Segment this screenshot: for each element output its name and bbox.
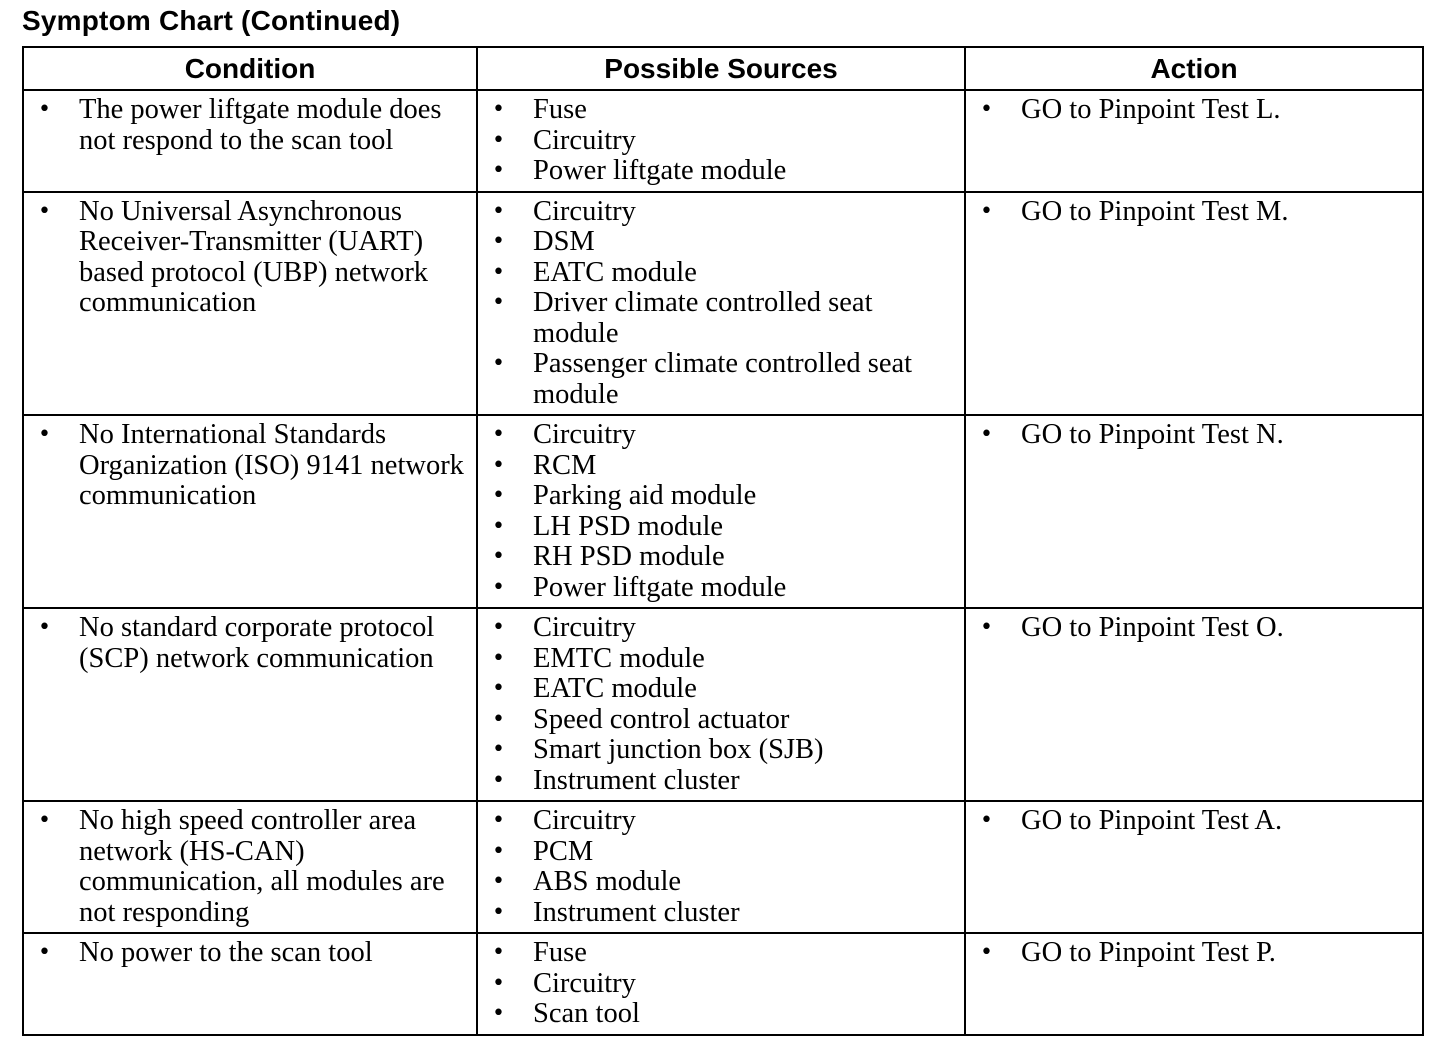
action-cell [965,192,1423,416]
condition-cell [23,192,477,416]
source-item: DSM [533,226,595,257]
bullet-icon: • [492,544,505,569]
source-item: Driver climate controlled seat module [533,287,873,349]
bullet-icon: • [492,1001,505,1026]
bullet-icon: • [492,422,505,447]
source-item: ABS module [533,866,682,897]
bullet-icon: • [38,940,51,965]
action-cell [965,801,1423,933]
source-item: Speed control actuator [533,703,790,735]
bullet-icon: • [492,127,505,153]
page-title: Symptom Chart (Continued) [22,5,401,36]
bullet-icon: • [38,615,51,640]
bullet-icon: • [492,940,505,965]
condition-cell [23,415,477,608]
table-row [23,415,1423,608]
bullet-icon: • [38,422,51,447]
bullet-icon: • [492,290,505,315]
bullet-icon: • [492,767,505,793]
sources-cell [477,608,965,801]
source-item: EATC module [533,256,697,288]
source-item: Power liftgate module [533,571,787,603]
bullet-icon: • [492,158,505,183]
bullet-icon: • [492,198,505,224]
bullet-icon: • [980,940,993,965]
table-row [23,90,1423,192]
bullet-icon: • [492,838,505,864]
condition-text: No high speed controller area network (HS-CAN) communication, all modules are not responding [79,805,445,928]
source-item: EATC module [533,673,697,704]
action-cell [965,933,1423,1035]
table-row [23,608,1423,801]
bullet-icon: • [38,808,51,833]
bullet-icon: • [492,574,505,600]
bullet-icon: • [38,97,51,122]
sources-cell [477,90,965,192]
action-cell [965,415,1423,608]
condition-cell [23,608,477,801]
condition-cell [23,90,477,192]
action-cell [965,90,1423,192]
condition-header: Condition [23,47,477,90]
bullet-icon: • [980,808,993,833]
source-item: Circuitry [533,195,636,227]
source-item: RH PSD module [533,541,725,572]
bullet-icon: • [492,97,505,122]
symptom-rows [23,90,1423,1035]
action-text: GO to Pinpoint Test P. [1021,937,1276,968]
source-item: Circuitry [533,419,636,450]
source-item: Instrument cluster [533,896,740,928]
source-item: LH PSD module [533,510,724,542]
table-row [23,192,1423,416]
bullet-icon: • [38,198,51,224]
table-row [23,801,1423,933]
source-item: Fuse [533,94,587,125]
bullet-icon: • [980,422,993,447]
condition-text: No Universal Asynchronous Receiver-Transmitter (UART) based protocol (UBP) network communication [79,195,429,318]
condition-cell [23,801,477,933]
bullet-icon: • [492,229,505,254]
bullet-icon: • [492,645,505,671]
possible-sources-header: Possible Sources [477,47,965,90]
symptom-chart-table [22,46,1424,1036]
condition-text: The power liftgate module does not respond to the scan tool [79,94,442,156]
source-item: Scan tool [533,998,640,1029]
source-item: Circuitry [533,124,636,156]
action-text: GO to Pinpoint Test M. [1021,195,1289,227]
bullet-icon: • [492,676,505,701]
bullet-icon: • [492,483,505,508]
bullet-icon: • [492,737,505,762]
bullet-icon: • [492,615,505,640]
action-text: GO to Pinpoint Test O. [1021,612,1284,643]
sources-cell [477,415,965,608]
bullet-icon: • [492,869,505,894]
bullet-icon: • [492,706,505,732]
sources-cell [477,801,965,933]
bullet-icon: • [492,513,505,539]
source-item: Power liftgate module [533,155,787,186]
source-item: Circuitry [533,612,636,643]
source-item: Passenger climate controlled seat module [533,348,913,410]
action-cell [965,608,1423,801]
condition-text: No power to the scan tool [79,937,373,968]
bullet-icon: • [492,808,505,833]
header-row [23,47,1423,90]
source-item: Circuitry [533,967,636,999]
action-text: GO to Pinpoint Test L. [1021,94,1281,125]
action-header: Action [965,47,1423,90]
bullet-icon: • [492,970,505,996]
condition-cell [23,933,477,1035]
bullet-icon: • [492,899,505,925]
condition-text: No International Standards Organization (ISO) 9141 network communication [79,419,464,511]
table-row [23,933,1423,1035]
source-item: Fuse [533,937,587,968]
source-item: PCM [533,835,594,867]
bullet-icon: • [980,615,993,640]
source-item: RCM [533,449,597,481]
bullet-icon: • [492,351,505,376]
source-item: Parking aid module [533,480,757,511]
bullet-icon: • [492,452,505,478]
source-item: EMTC module [533,642,705,674]
source-item: Instrument cluster [533,764,740,796]
source-item: Smart junction box (SJB) [533,734,824,765]
bullet-icon: • [980,97,993,122]
sources-cell [477,933,965,1035]
sources-cell [477,192,965,416]
bullet-icon: • [492,259,505,285]
condition-text: No standard corporate protocol (SCP) network communication [79,612,435,674]
action-text: GO to Pinpoint Test N. [1021,419,1284,450]
action-text: GO to Pinpoint Test A. [1021,805,1283,836]
source-item: Circuitry [533,805,636,836]
bullet-icon: • [980,198,993,224]
